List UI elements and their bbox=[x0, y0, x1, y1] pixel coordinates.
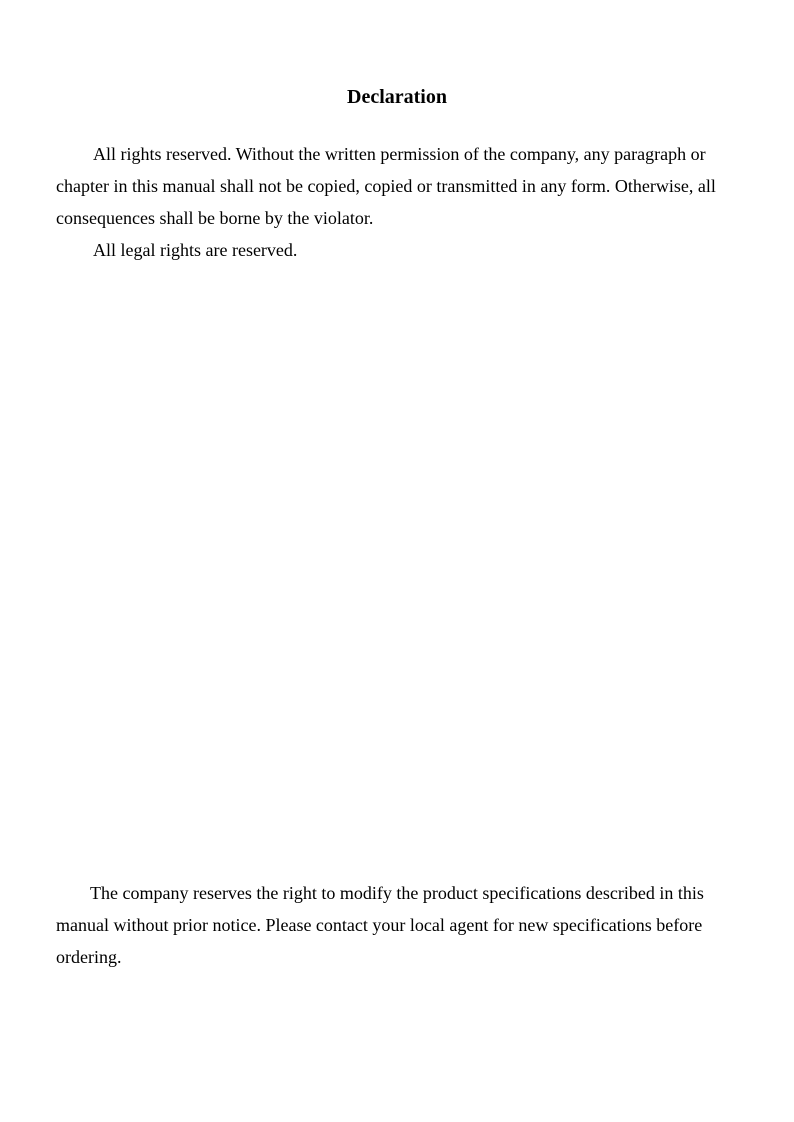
rights-paragraph: All rights reserved. Without the written permission of the company, any paragraph or chapter in this manual shall not be copied, copied or transmitted in any form. Otherwise, all consequences shall be borne by the violator. bbox=[56, 144, 716, 228]
specification-notice bbox=[56, 877, 740, 973]
notice-paragraph: The company reserves the right to modify the product specifications described in this manual without prior notice. Please contact your local agent for new specifications before ordering. bbox=[56, 883, 704, 967]
legal-rights-paragraph: All legal rights are reserved. bbox=[93, 240, 298, 260]
page-title: Declaration bbox=[347, 86, 447, 108]
declaration-body bbox=[56, 138, 740, 266]
